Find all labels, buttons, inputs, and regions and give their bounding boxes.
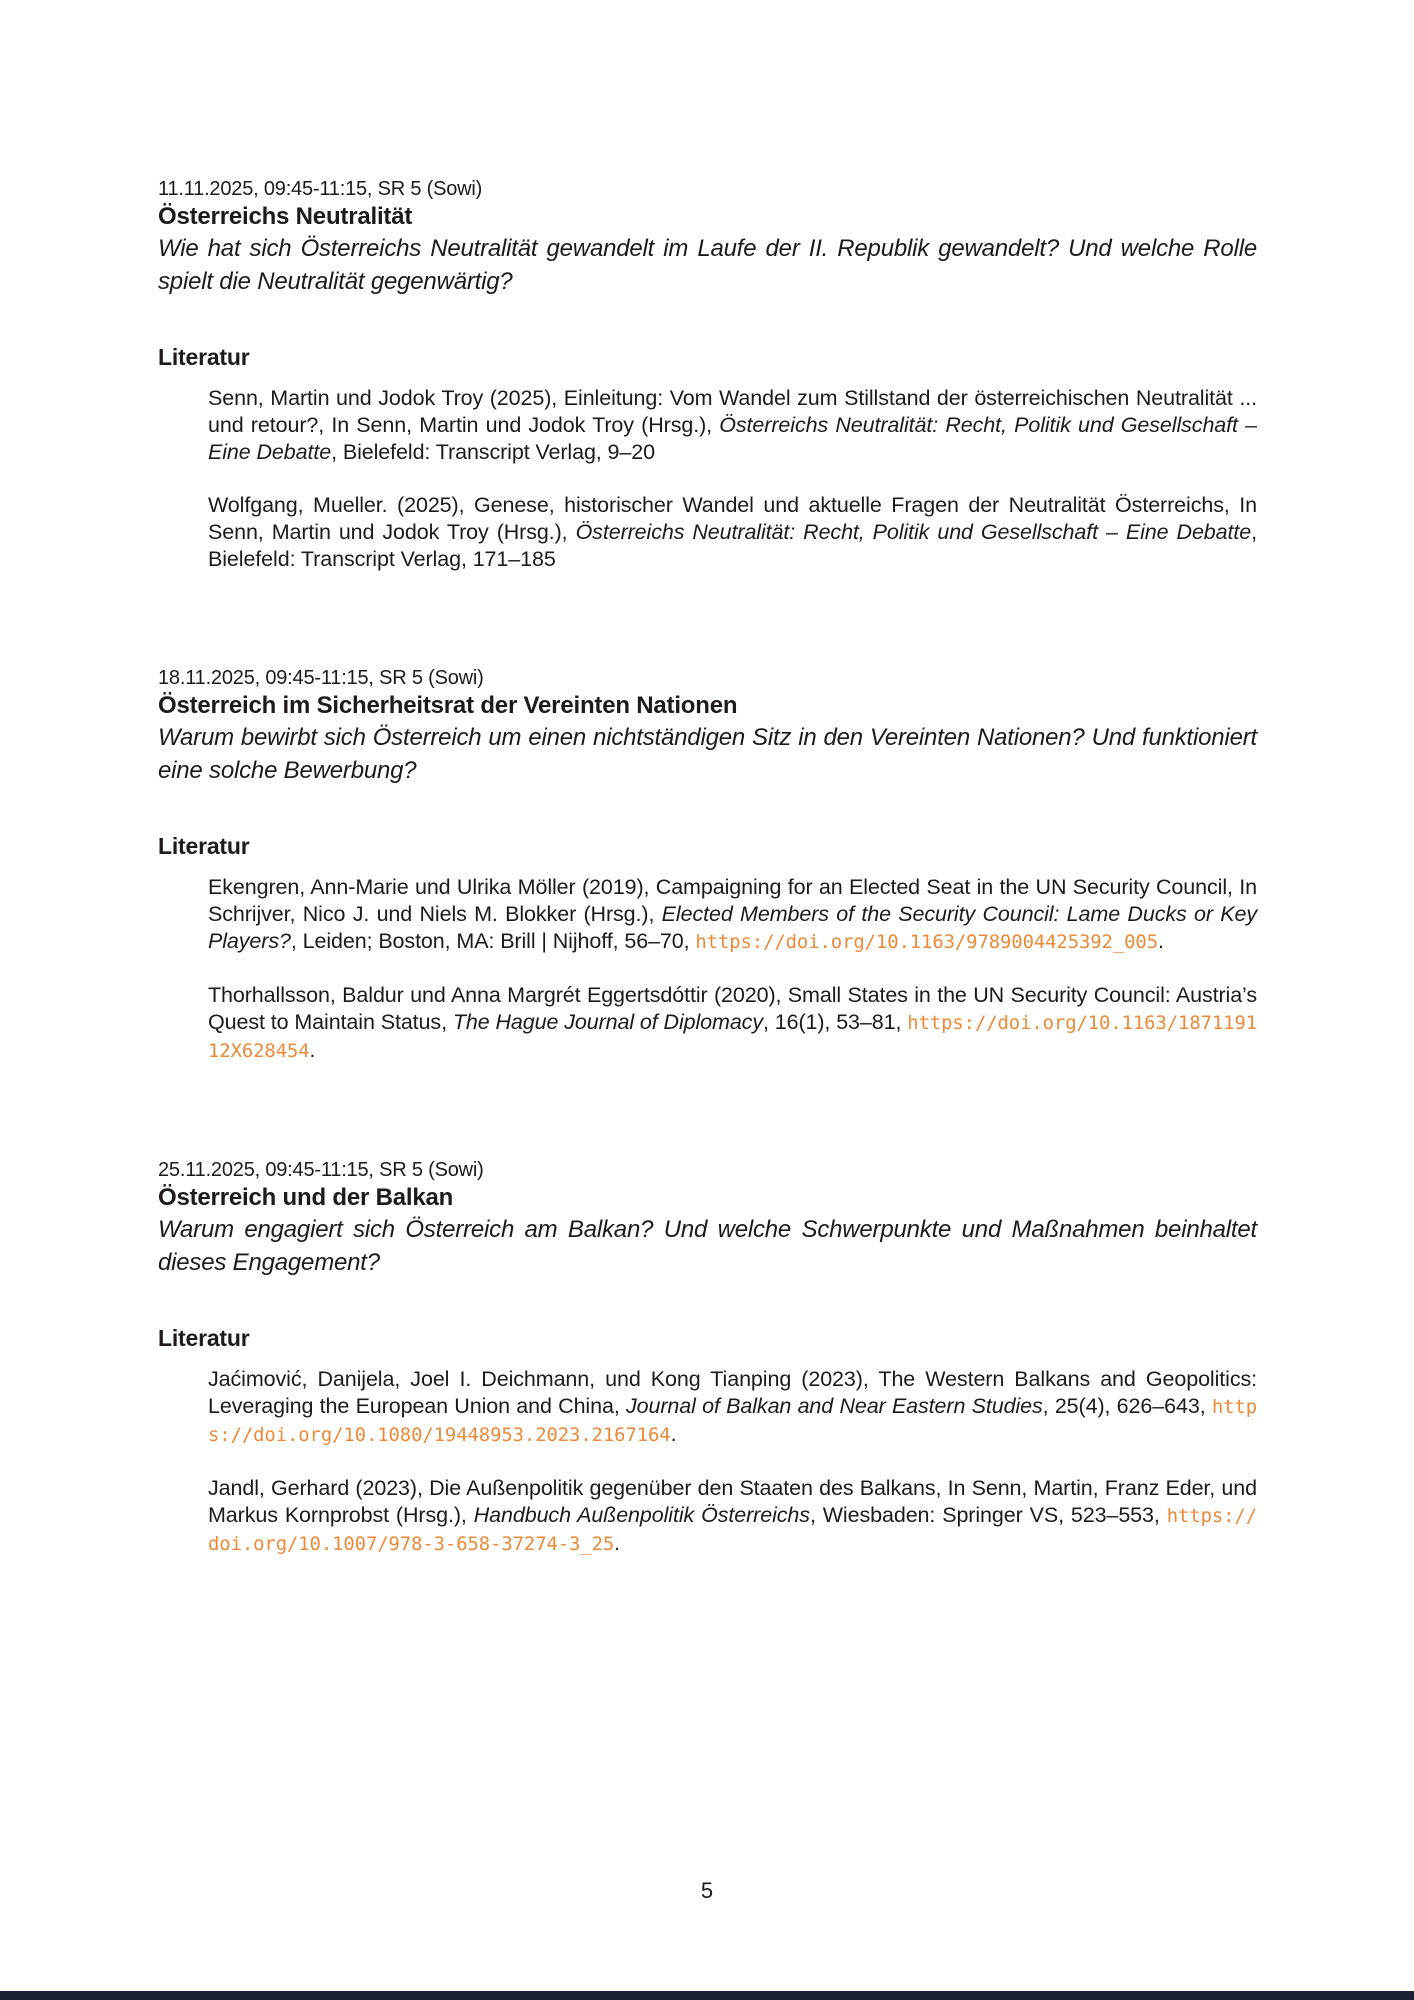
reference-text: Jaćimović, Danijela, Joel I. Deichmann, und Kong Tianping (2023), The Western Balkans and Geopolitics: Leveraging the European Union and China, <box>208 1367 1257 1418</box>
reference-entry <box>208 874 1257 956</box>
reference-text: , Bielefeld: Transcript Verlag, 171–185 <box>208 520 1257 571</box>
doi-link[interactable]: https://doi.org/10.1163/9789004425392_005 <box>695 931 1158 953</box>
sections-container <box>158 176 1257 1650</box>
page-number: 5 <box>700 1878 714 1903</box>
session-block <box>158 665 1257 1065</box>
reference-entry <box>208 1475 1257 1558</box>
reference-list <box>208 1366 1257 1558</box>
session-datetime: 18.11.2025, 09:45-11:15, SR 5 (Sowi) <box>158 667 484 689</box>
reference-text: , Leiden; Boston, MA: Brill | Nijhoff, 56–70, <box>290 929 696 953</box>
window-bottom-edge <box>0 1991 1414 2000</box>
reference-text: The Hague Journal of Diplomacy <box>452 1010 763 1034</box>
reference-entry <box>208 1366 1257 1449</box>
reference-text: , Bielefeld: Transcript Verlag, 9–20 <box>331 440 655 464</box>
session-title: Österreich und der Balkan <box>158 1184 454 1211</box>
reference-text: Jandl, Gerhard (2023), Die Außenpolitik gegenüber den Staaten des Balkans, In Senn, Martin, Franz Eder, und Markus Kornprobst (Hrsg.), <box>208 1476 1257 1527</box>
reference-text: Österreichs Neutralität: Recht, Politik und Gesellschaft – Eine Debatte <box>575 520 1252 544</box>
reference-text: , 25(4), 626–643, <box>1042 1394 1212 1418</box>
reference-text: . <box>1157 929 1164 953</box>
reference-text: Österreichs Neutralität: Recht, Politik und Gesellschaft – Eine Debatte <box>208 413 1258 464</box>
doi-link[interactable]: https://doi.org/10.1007/978-3-658-37274-3_25 <box>208 1505 1257 1555</box>
session-block <box>158 1157 1257 1558</box>
reference-text: Senn, Martin und Jodok Troy (2025), Einleitung: Vom Wandel zum Stillstand der österreichischen Neutralität ... und retour?, In Senn, Martin und Jodok Troy (Hrsg.), <box>208 386 1257 437</box>
literature-heading: Literatur <box>158 1325 250 1351</box>
reference-text: Ekengren, Ann-Marie und Ulrika Möller (2019), Campaigning for an Elected Seat in the UN Security Council, In Schrijver, Nico J. und Niels M. Blokker (Hrsg.), <box>208 875 1257 926</box>
reference-entry <box>208 492 1257 573</box>
reference-text: Journal of Balkan and Near Eastern Studies <box>626 1394 1043 1418</box>
literature-heading: Literatur <box>158 344 250 370</box>
session-title: Österreichs Neutralität <box>158 203 413 230</box>
session-title: Österreich im Sicherheitsrat der Vereinten Nationen <box>158 692 738 719</box>
doi-link[interactable]: https://doi.org/10.1080/19448953.2023.2167164 <box>208 1396 1257 1446</box>
reference-text: . <box>670 1422 677 1446</box>
reference-text: , Wiesbaden: Springer VS, 523–553, <box>809 1503 1167 1527</box>
reference-text: . <box>309 1038 316 1062</box>
reference-list <box>208 874 1257 1065</box>
session-datetime: 11.11.2025, 09:45-11:15, SR 5 (Sowi) <box>158 178 483 200</box>
session-question: Warum bewirbt sich Österreich um einen nichtständigen Sitz in den Vereinten Nationen? Und funktioniert eine solche Bewerbung? <box>158 724 1257 784</box>
reference-text: Thorhallsson, Baldur und Anna Margrét Eggertsdóttir (2020), Small States in the UN Security Council: Austria’s Quest to Maintain Status, <box>208 983 1257 1034</box>
session-block <box>158 176 1257 573</box>
reference-text: Wolfgang, Mueller. (2025), Genese, historischer Wandel und aktuelle Fragen der Neutralität Österreichs, In Senn, Martin und Jodok Troy (Hrsg.), <box>208 493 1257 544</box>
reference-text: Elected Members of the Security Council: Lame Ducks or Key Players? <box>208 902 1257 953</box>
reference-list <box>208 385 1257 573</box>
reference-text: Handbuch Außenpolitik Österreichs <box>473 1503 810 1527</box>
reference-text: . <box>614 1531 621 1555</box>
session-question: Wie hat sich Österreichs Neutralität gewandelt im Laufe der II. Republik gewandelt? Und welche Rolle spielt die Neutralität gegenwärtig? <box>158 235 1257 295</box>
reference-text: , 16(1), 53–81, <box>762 1010 908 1034</box>
literature-heading: Literatur <box>158 833 250 859</box>
doi-link[interactable]: https://doi.org/10.1163/187119112X628454 <box>208 1012 1258 1062</box>
reference-entry <box>208 982 1257 1065</box>
session-datetime: 25.11.2025, 09:45-11:15, SR 5 (Sowi) <box>158 1159 484 1181</box>
session-question: Warum engagiert sich Österreich am Balkan? Und welche Schwerpunkte und Maßnahmen beinhaltet dieses Engagement? <box>158 1216 1257 1276</box>
reference-entry <box>208 385 1257 466</box>
